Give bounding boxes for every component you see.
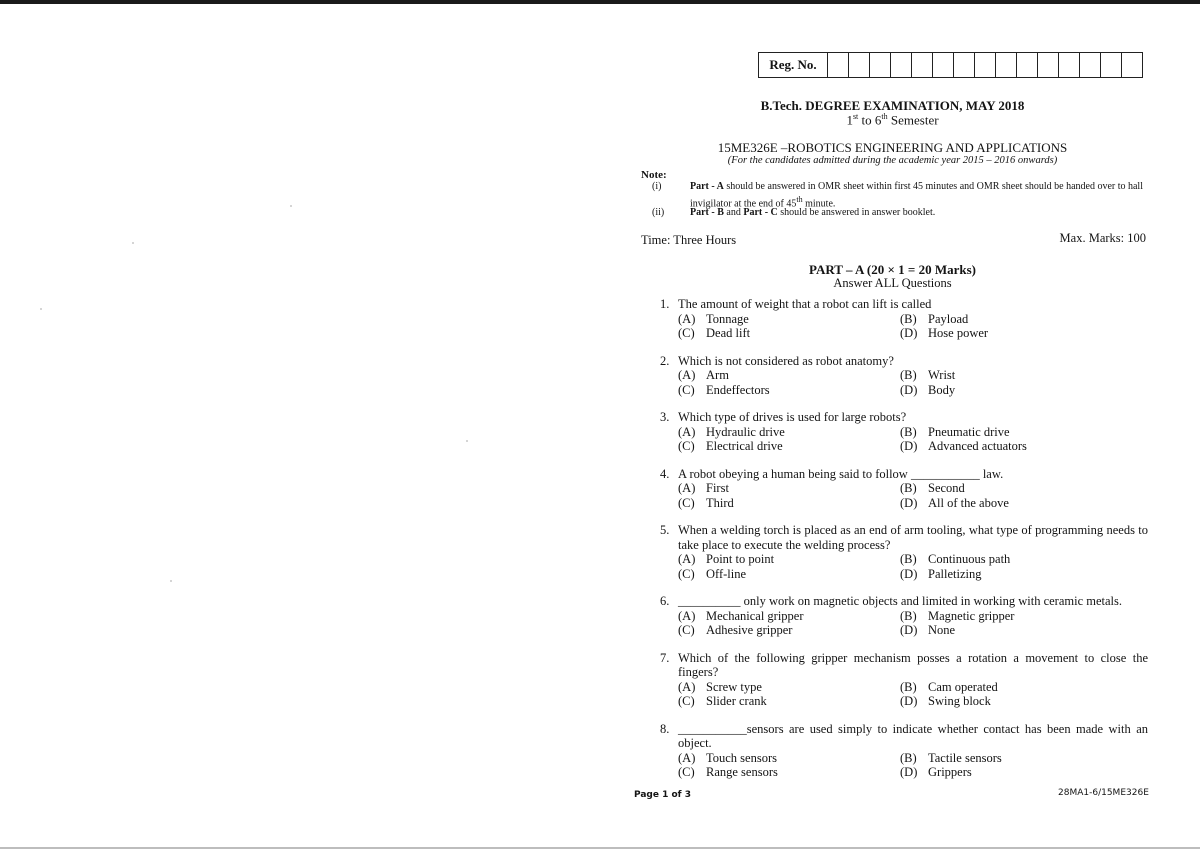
reg-no-cell <box>849 53 870 77</box>
reg-no-cell <box>996 53 1017 77</box>
reg-no-label: Reg. No. <box>759 53 828 77</box>
max-marks: Max. Marks: 100 <box>1059 231 1146 245</box>
reg-no-cell <box>912 53 933 77</box>
option-letter: (C) <box>678 326 695 340</box>
option-letter: (D) <box>900 326 918 340</box>
option-letter: (A) <box>678 311 696 326</box>
option-text: Off-line <box>706 566 747 581</box>
option-letter: (A) <box>678 368 696 382</box>
reg-no-cell <box>933 53 954 77</box>
reg-no-cell <box>975 53 996 77</box>
scan-edge-top <box>0 0 1200 4</box>
option-letter: (B) <box>900 424 917 439</box>
scan-speck <box>40 308 42 310</box>
scan-speck <box>170 580 172 582</box>
reg-no-cell <box>954 53 975 77</box>
option-letter: (C) <box>678 623 695 637</box>
reg-no-cell <box>1080 53 1101 77</box>
option-d <box>900 326 1148 341</box>
option-text: Range sensors <box>706 765 778 779</box>
option-a <box>678 312 900 327</box>
option-letter: (D) <box>900 623 918 637</box>
option-letter: (B) <box>900 552 917 566</box>
scan-speck <box>290 205 292 207</box>
option-letter: (D) <box>900 694 918 708</box>
option-letter: (B) <box>900 750 917 765</box>
option-text: Tactile sensors <box>928 750 1002 765</box>
note-number: (ii) <box>652 207 665 218</box>
option-c <box>678 326 900 341</box>
note-label: Note: <box>641 169 667 181</box>
option-b <box>900 609 1148 624</box>
admission-note: (For the candidates admitted during the academic year 2015 – 2016 onwards) <box>727 155 1058 166</box>
option-letter: (D) <box>900 765 918 779</box>
option-letter: (D) <box>900 382 918 397</box>
reg-no-cell <box>1122 53 1142 77</box>
question-8 <box>660 722 1148 780</box>
option-text: Screw type <box>706 679 762 694</box>
option-text: Body <box>928 382 956 397</box>
question-number: 6. <box>660 594 670 608</box>
option-text: Arm <box>706 368 729 382</box>
part-a-title: PART – A (20 × 1 = 20 Marks) <box>809 262 976 277</box>
option-text: Payload <box>928 311 969 326</box>
option-c <box>678 439 900 454</box>
part-a-instruction: Answer ALL Questions <box>833 276 952 290</box>
option-letter: (C) <box>678 566 695 581</box>
option-text: First <box>706 481 729 495</box>
option-text: None <box>928 623 956 637</box>
question-number: 7. <box>660 650 670 665</box>
option-text: Grippers <box>928 765 972 779</box>
option-a <box>678 751 900 766</box>
question-4 <box>660 467 1148 511</box>
semester: 1st to 6th Semester <box>846 112 939 128</box>
option-letter: (B) <box>900 679 917 694</box>
option-text: Touch sensors <box>706 750 777 765</box>
option-text: Palletizing <box>928 566 982 581</box>
option-text: Continuous path <box>928 552 1011 566</box>
option-b <box>900 312 1148 327</box>
option-d <box>900 694 1148 709</box>
reg-no-cell <box>828 53 849 77</box>
scan-speck <box>466 440 468 442</box>
note-text: Part - B and Part - C should be answered in answer booklet. <box>690 207 936 218</box>
option-text: Mechanical gripper <box>706 608 804 623</box>
question-6 <box>660 594 1148 638</box>
option-a <box>678 680 900 695</box>
question-7 <box>660 651 1148 709</box>
option-letter: (D) <box>900 495 918 510</box>
option-text: Magnetic gripper <box>928 608 1015 623</box>
option-c <box>678 496 900 511</box>
option-letter: (B) <box>900 608 917 623</box>
option-text: Tonnage <box>706 311 749 326</box>
option-d <box>900 623 1148 638</box>
course-title: 15ME326E –ROBOTICS ENGINEERING AND APPLICATIONS <box>717 140 1068 155</box>
question-text: The amount of weight that a robot can lift is called <box>678 297 932 311</box>
option-c <box>678 694 900 709</box>
option-c <box>678 765 900 780</box>
question-list <box>660 297 1148 780</box>
option-text: Point to point <box>706 552 775 566</box>
option-a <box>678 425 900 440</box>
option-text: Pneumatic drive <box>928 424 1010 439</box>
option-letter: (A) <box>678 552 696 566</box>
option-c <box>678 567 900 582</box>
option-letter: (C) <box>678 382 695 397</box>
question-1 <box>660 297 1148 341</box>
option-text: All of the above <box>928 495 1009 510</box>
option-b <box>900 751 1148 766</box>
question-number: 2. <box>660 353 670 368</box>
option-letter: (C) <box>678 495 695 510</box>
option-letter: (D) <box>900 566 918 581</box>
question-text: __________ only work on magnetic objects and limited in working with ceramic metals. <box>678 594 1123 608</box>
question-number: 3. <box>660 410 670 424</box>
option-letter: (C) <box>678 694 695 708</box>
option-c <box>678 383 900 398</box>
scan-speck <box>132 242 134 244</box>
question-number: 4. <box>660 466 670 481</box>
option-text: Third <box>706 495 734 510</box>
option-text: Hydraulic drive <box>706 424 785 439</box>
reg-no-cell <box>1038 53 1059 77</box>
option-text: Dead lift <box>706 326 751 340</box>
reg-no-cell <box>1017 53 1038 77</box>
option-a <box>678 609 900 624</box>
option-b <box>900 425 1148 440</box>
option-letter: (A) <box>678 424 696 439</box>
option-a <box>678 481 900 496</box>
question-3 <box>660 410 1148 454</box>
option-text: Advanced actuators <box>928 439 1027 453</box>
option-letter: (A) <box>678 679 696 694</box>
question-text: Which is not considered as robot anatomy? <box>678 353 894 368</box>
option-d <box>900 383 1148 398</box>
option-d <box>900 765 1148 780</box>
option-letter: (B) <box>900 311 917 326</box>
option-text: Cam operated <box>928 679 998 694</box>
question-text: A robot obeying a human being said to follow ___________ law. <box>678 466 1004 481</box>
exam-title: B.Tech. DEGREE EXAMINATION, MAY 2018 <box>760 98 1025 113</box>
reg-no-cell <box>1059 53 1080 77</box>
option-a <box>678 552 900 567</box>
paper-code: 28MA1-6/15ME326E <box>1058 788 1149 798</box>
exam-duration: Time: Three Hours <box>641 233 737 247</box>
option-letter: (B) <box>900 481 917 495</box>
option-letter: (A) <box>678 608 696 623</box>
option-letter: (A) <box>678 750 696 765</box>
question-number: 5. <box>660 523 670 537</box>
option-b <box>900 552 1148 567</box>
question-2 <box>660 354 1148 398</box>
option-b <box>900 481 1148 496</box>
reg-no-box <box>758 52 1143 78</box>
option-c <box>678 623 900 638</box>
question-number: 1. <box>660 297 670 311</box>
option-d <box>900 439 1148 454</box>
option-text: Wrist <box>928 368 956 382</box>
option-letter: (A) <box>678 481 696 495</box>
option-text: Adhesive gripper <box>706 623 793 637</box>
option-b <box>900 368 1148 383</box>
option-a <box>678 368 900 383</box>
question-text: Which type of drives is used for large robots? <box>678 410 907 424</box>
option-text: Hose power <box>928 326 989 340</box>
reg-no-cell <box>870 53 891 77</box>
option-text: Second <box>928 481 965 495</box>
question-number: 8. <box>660 721 670 736</box>
reg-no-cell <box>891 53 912 77</box>
option-text: Electrical drive <box>706 439 783 453</box>
note-text: Part - A should be answered in OMR sheet within first 45 minutes and OMR sheet should be handed over to hall invigilator at the end of 45th minute. <box>690 181 1143 210</box>
note-number: (i) <box>652 181 662 192</box>
question-text: Which of the following gripper mechanism posses a rotation a movement to close the fingers? <box>678 650 1148 679</box>
question-5 <box>660 523 1148 581</box>
page-number: Page 1 of 3 <box>634 790 691 800</box>
option-letter: (C) <box>678 765 695 779</box>
note-item-2 <box>652 206 1152 219</box>
option-letter: (D) <box>900 439 918 453</box>
option-d <box>900 567 1148 582</box>
reg-no-cells <box>828 53 1142 77</box>
option-letter: (B) <box>900 368 917 382</box>
option-text: Swing block <box>928 694 991 708</box>
option-d <box>900 496 1148 511</box>
option-text: Slider crank <box>706 694 767 708</box>
reg-no-cell <box>1101 53 1122 77</box>
option-text: Endeffectors <box>706 382 770 397</box>
option-letter: (C) <box>678 439 695 453</box>
option-b <box>900 680 1148 695</box>
question-text: When a welding torch is placed as an end of arm tooling, what type of programming needs to take place to execute the welding process? <box>678 523 1148 552</box>
question-text: ___________sensors are used simply to indicate whether contact has been made with an object. <box>678 721 1148 750</box>
